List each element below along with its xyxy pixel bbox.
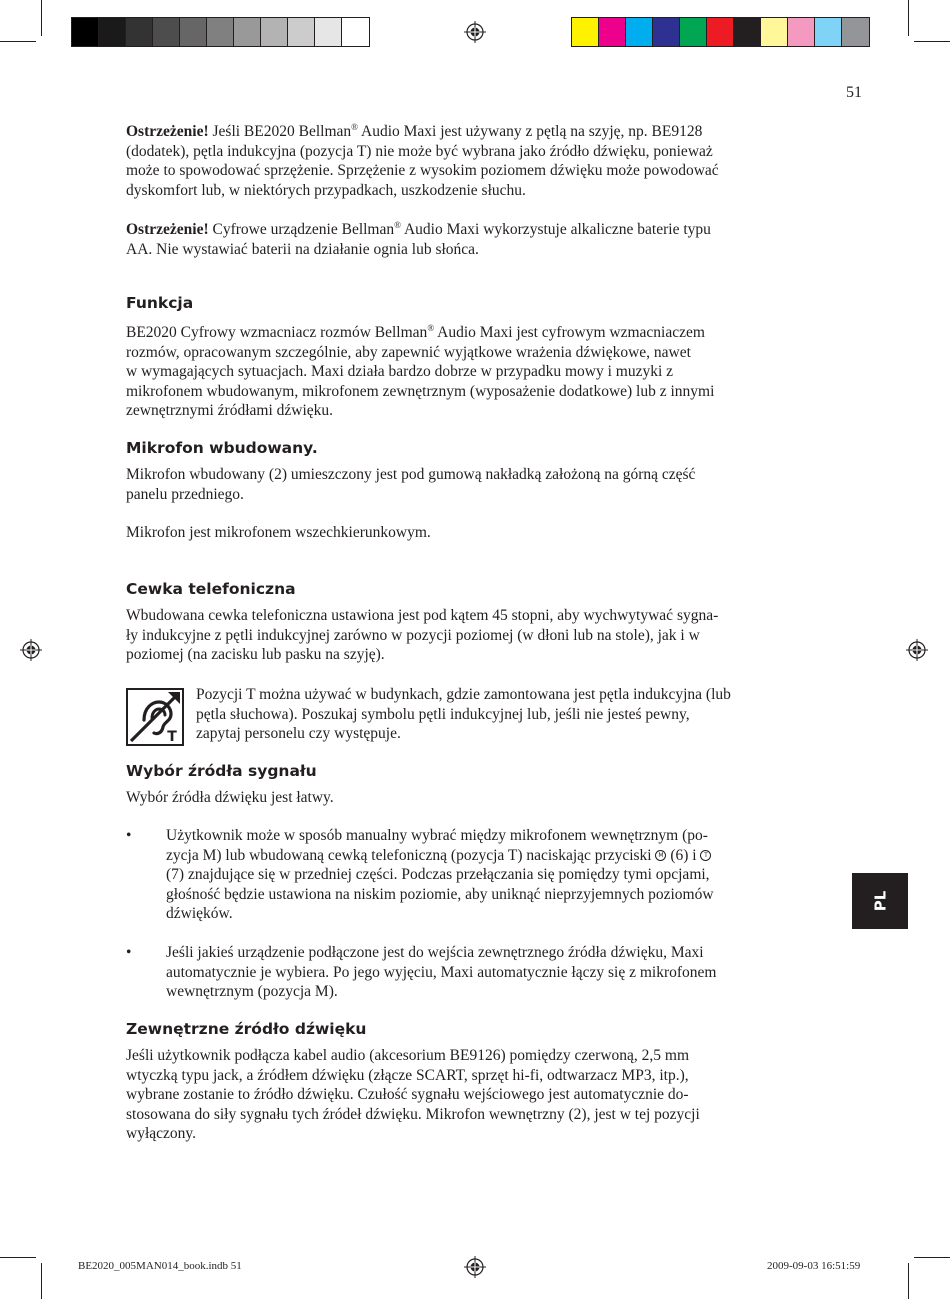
text-line: (6) i xyxy=(666,846,701,864)
text-line: automatycznie je wybiera. Po jego wyjęciu, Maxi automatycznie łączy się z mikrofonem xyxy=(166,963,717,981)
text-line: wewnętrznym (pozycja M). xyxy=(166,983,338,1000)
wybor-intro: Wybór źródła dźwięku jest łatwy. xyxy=(126,789,334,806)
text-line: Jeśli użytkownik podłącza kabel audio (akcesorium BE9126) pomiędzy czerwoną, 2,5 mm xyxy=(126,1047,690,1064)
registration-mark-icon xyxy=(464,1256,486,1278)
color-swatch xyxy=(707,18,734,46)
telecoil-button-icon: T xyxy=(700,850,711,861)
text-line: Pozycji T można używać w budynkach, gdzie zamontowana jest pętla indukcyjna (lub xyxy=(196,686,731,703)
color-swatch xyxy=(261,18,288,46)
crop-mark xyxy=(914,41,950,42)
section-heading: Wybór źródła sygnału xyxy=(126,762,317,780)
warning-label: Ostrzeżenie! xyxy=(126,123,209,140)
color-swatch xyxy=(626,18,653,46)
color-swatch xyxy=(72,18,99,46)
text-line: może to spowodować sprzężenie. Sprzężenie z wysokim poziomem dźwięku może powodować xyxy=(126,162,719,179)
section-heading: Funkcja xyxy=(126,294,194,312)
color-swatch xyxy=(153,18,180,46)
footer-file-info: BE2020_005MAN014_book.indb 51 xyxy=(78,1260,242,1272)
text-line: dyskomfort lub, w niektórych przypadkach, uszkodzenie słuchu. xyxy=(126,181,526,199)
text-line: zycja M) lub wbudowaną cewką telefoniczną (pozycja T) naciskając przyciski xyxy=(166,846,656,864)
text-line: stosowana do siły sygnału tych źródeł dźwięku. Mikrofon wewnętrzny (2), jest w tej pozycji xyxy=(126,1105,700,1123)
text-line: Mikrofon wbudowany (2) umieszczony jest pod gumową nakładką założoną na górną część xyxy=(126,466,696,483)
warning-paragraph xyxy=(126,220,826,259)
warning-label: Ostrzeżenie! xyxy=(126,221,209,238)
crop-mark xyxy=(914,1257,950,1258)
bullet-marker: • xyxy=(126,827,132,844)
color-swatch xyxy=(234,18,261,46)
text-line: zewnętrznymi źródłami dźwięku. xyxy=(126,402,334,419)
color-swatch xyxy=(207,18,234,46)
language-tab xyxy=(852,873,908,929)
cewka-paragraph xyxy=(126,606,826,665)
text-line: Audio Maxi wykorzystuje alkaliczne baterie typu xyxy=(400,221,711,238)
text-line: rozmów, opracowanym szczególnie, aby zapewnić wyjątkowe wrażenia dźwiękowe, nawet xyxy=(126,343,691,361)
color-swatch xyxy=(734,18,761,46)
crop-mark xyxy=(0,41,36,42)
color-swatch xyxy=(842,18,869,46)
text-line: wyłączony. xyxy=(126,1125,197,1142)
registration-mark-icon xyxy=(906,639,928,661)
crop-mark xyxy=(0,1257,36,1258)
text-line: AA. Nie wystawiać baterii na działanie ognia lub słońca. xyxy=(126,240,479,258)
zewnetrzne-paragraph xyxy=(126,1046,826,1144)
text-line: Użytkownik może w sposób manualny wybrać między mikrofonem wewnętrznym (po- xyxy=(166,827,708,844)
text-line: (7) znajdujące się w przedniej części. Podczas przełączania się pomiędzy tymi opcjami, xyxy=(166,866,710,883)
text-line: Jeśli jakieś urządzenie podłączone jest do wejścia zewnętrznego źródła dźwięku, Maxi xyxy=(166,944,704,961)
text-line: Audio Maxi jest używany z pętlą na szyję, np. BE9128 xyxy=(357,123,703,140)
text-line: dźwięków. xyxy=(166,905,233,922)
warning-paragraph xyxy=(126,122,826,200)
footer-timestamp: 2009-09-03 16:51:59 xyxy=(767,1260,861,1272)
bullet-marker: • xyxy=(126,944,132,961)
hearing-loop-icon xyxy=(126,688,184,746)
crop-mark xyxy=(908,0,909,36)
color-swatch xyxy=(342,18,369,46)
text-line: wtyczką typu jack, a źródłem dźwięku (złącze SCART, sprzęt hi-fi, odtwarzacz MP3, itp.), xyxy=(126,1066,689,1084)
color-swatch xyxy=(653,18,680,46)
section-heading: Zewnętrzne źródło dźwięku xyxy=(126,1020,367,1038)
text-line: ły indukcyjne z pętli indukcyjnej zarówno w pozycji poziomej (w dłoni lub na stole), jak i w xyxy=(126,626,700,644)
crop-mark xyxy=(41,0,42,36)
registration-mark-icon xyxy=(464,21,486,43)
crop-mark xyxy=(908,1263,909,1299)
tcoil-letter: T xyxy=(167,729,177,744)
registered-mark: ® xyxy=(351,121,358,132)
section-heading: Mikrofon wbudowany. xyxy=(126,439,318,457)
text-line: Audio Maxi jest cyfrowym wzmacniaczem xyxy=(434,324,705,341)
color-swatch xyxy=(126,18,153,46)
color-swatch xyxy=(680,18,707,46)
color-swatch xyxy=(315,18,342,46)
text-line: wybrane zostanie to źródło dźwięku. Czułość sygnału wejściowego jest automatycznie do- xyxy=(126,1086,689,1103)
text-line: w wymagających sytuacjach. Maxi działa bardzo dobrze w przypadku mowy i muzyki z xyxy=(126,363,674,380)
text-line: Wbudowana cewka telefoniczna ustawiona jest pod kątem 45 stopni, aby wychwytywać sygna- xyxy=(126,607,719,624)
funkcja-paragraph xyxy=(126,323,826,421)
text-line: pętla słuchowa). Poszukaj symbolu pętli indukcyjnej lub, jeśli nie jesteś pewny, xyxy=(196,705,690,723)
color-swatch xyxy=(99,18,126,46)
text-line: panelu przedniego. xyxy=(126,485,244,503)
registered-mark: ® xyxy=(394,219,401,230)
text-line: poziomej (na zacisku lub pasku na szyję). xyxy=(126,646,385,663)
text-line: BE2020 Cyfrowy wzmacniacz rozmów Bellman xyxy=(126,324,428,341)
color-swatch xyxy=(815,18,842,46)
crop-mark xyxy=(41,1263,42,1299)
mikrofon-paragraph xyxy=(126,465,826,504)
text-line: Cyfrowe urządzenie Bellman xyxy=(208,221,395,238)
color-swatch xyxy=(180,18,207,46)
process-color-bar xyxy=(571,17,870,47)
color-swatch xyxy=(572,18,599,46)
text-line: głośność będzie ustawiona na niskim poziomie, aby uniknąć nieprzyjemnych poziomów xyxy=(166,885,714,903)
color-swatch xyxy=(288,18,315,46)
color-swatch xyxy=(761,18,788,46)
section-heading: Cewka telefoniczna xyxy=(126,580,296,598)
text-line: (dodatek), pętla indukcyjna (pozycja T) nie może być wybrana jako źródło dźwięku, ponieważ xyxy=(126,142,713,160)
registered-mark: ® xyxy=(427,322,435,333)
text-line: zapytaj personelu czy występuje. xyxy=(196,725,401,742)
registration-mark-icon xyxy=(20,639,42,661)
text-line: Jeśli BE2020 Bellman xyxy=(208,123,352,140)
grayscale-color-bar xyxy=(71,17,370,47)
mikrofon-note: Mikrofon jest mikrofonem wszechkierunkowym. xyxy=(126,524,431,541)
color-swatch xyxy=(788,18,815,46)
page-number: 51 xyxy=(846,84,862,101)
color-swatch xyxy=(599,18,626,46)
language-label: PL xyxy=(871,890,889,912)
microphone-button-icon: M xyxy=(655,850,666,861)
text-line: mikrofonem wbudowanym, mikrofonem zewnętrznym (wyposażenie dodatkowe) lub z innymi xyxy=(126,382,715,400)
tcoil-paragraph xyxy=(196,685,831,744)
